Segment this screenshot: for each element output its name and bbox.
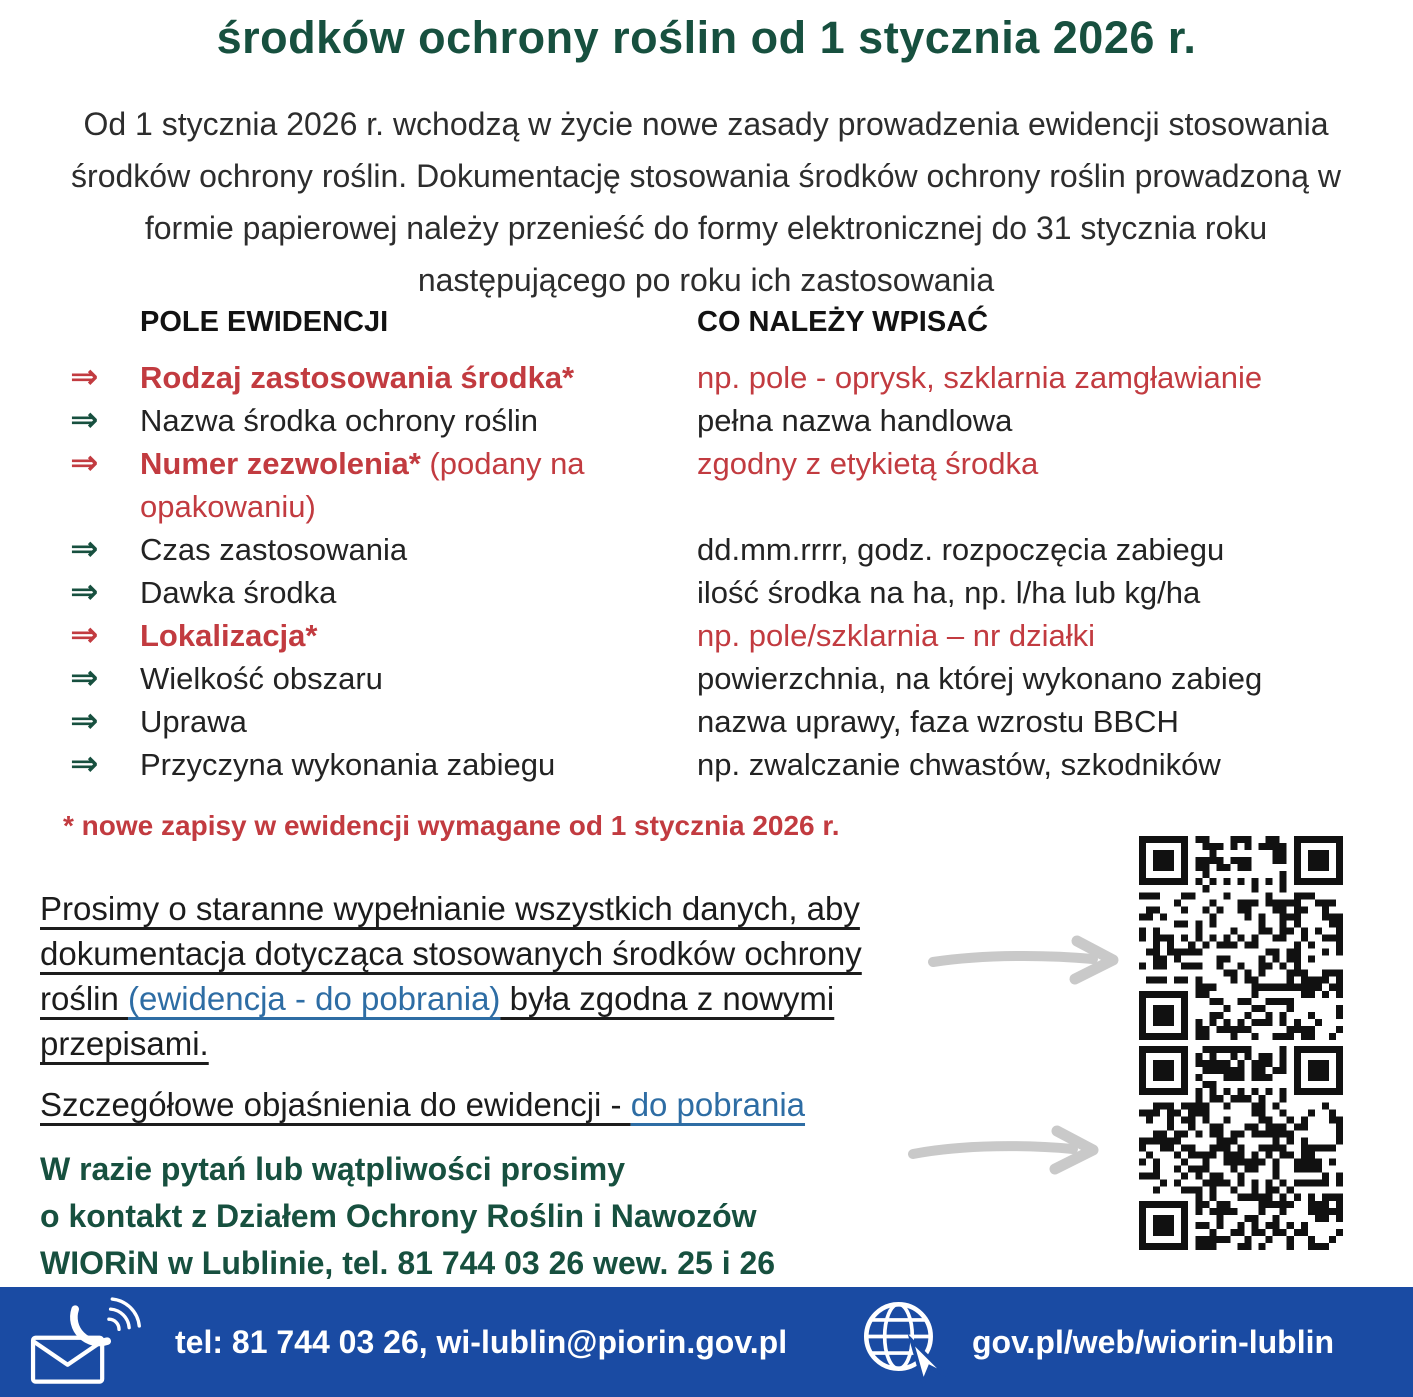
double-arrow-icon: ⇒	[70, 357, 99, 397]
pointer-arrow-icon	[925, 932, 1130, 987]
field-value: nazwa uprawy, faza wzrostu BBCH	[697, 704, 1179, 739]
field-value: np. pole/szklarnia – nr działki	[697, 618, 1096, 653]
table-row	[60, 614, 1380, 657]
field-label: Numer zezwolenia* (podany na opakowaniu)	[140, 446, 585, 524]
request-paragraph	[40, 886, 940, 1066]
details-paragraph	[40, 1082, 940, 1127]
field-label: Nazwa środka ochrony roślin	[140, 403, 539, 438]
field-label: Wielkość obszaru	[140, 661, 383, 696]
double-arrow-icon: ⇒	[70, 658, 99, 698]
intro-paragraph: Od 1 stycznia 2026 r. wchodzą w życie nowe zasady prowadzenia ewidencji stosowania środków ochrony roślin. Dokumentację stosowania środków ochrony roślin prowadzoną w formie papierowej należy przenieść do formy elektronicznej do 31 stycznia roku następującego po roku ich zastosowania	[71, 106, 1341, 298]
field-value: powierzchnia, na której wykonano zabieg	[697, 661, 1263, 696]
double-arrow-icon: ⇒	[70, 529, 99, 569]
contact-note-line: W razie pytań lub wątpliwości prosimy	[40, 1151, 625, 1187]
ewidencja-table	[60, 356, 1380, 786]
table-row	[60, 657, 1380, 700]
field-value: np. zwalczanie chwastów, szkodników	[697, 747, 1221, 782]
table-row	[60, 700, 1380, 743]
qr-code-objasnienia	[1139, 1046, 1343, 1250]
double-arrow-icon: ⇒	[70, 701, 99, 741]
contact-note	[40, 1146, 970, 1287]
table-row	[60, 442, 1380, 528]
field-value: dd.mm.rrrr, godz. rozpoczęcia zabiegu	[697, 532, 1225, 567]
column-header-pole-ewidencji: POLE EWIDENCJI	[140, 306, 389, 338]
field-label: Czas zastosowania	[140, 532, 408, 567]
field-label: Przyczyna wykonania zabiegu	[140, 747, 556, 782]
field-label: Uprawa	[140, 704, 247, 739]
double-arrow-icon: ⇒	[70, 615, 99, 655]
field-value: np. pole - oprysk, szklarnia zamgławianie	[697, 360, 1263, 395]
field-value: pełna nazwa handlowa	[697, 403, 1013, 438]
table-row	[60, 356, 1380, 399]
field-label: Lokalizacja*	[140, 618, 318, 653]
footer-bar	[0, 1287, 1413, 1397]
text-segment: Szczegółowe objaśnienia do ewidencji -	[40, 1086, 631, 1123]
table-row	[60, 399, 1380, 442]
double-arrow-icon: ⇒	[70, 744, 99, 784]
required-footnote: * nowe zapisy w ewidencji wymagane od 1 stycznia 2026 r.	[63, 810, 840, 841]
globe-cursor-icon	[858, 1296, 950, 1388]
link-ewidencja-do-pobrania[interactable]: (ewidencja - do pobrania)	[128, 980, 501, 1017]
table-row	[60, 528, 1380, 571]
column-header-co-nalezy-wpisac: CO NALEŻY WPISAĆ	[697, 306, 989, 338]
text-segment: Prosimy o staranne wypełnianie wszystkich danych, aby dokumentacja dotycząca stosowanych środków ochrony roślin	[40, 890, 862, 1017]
field-value: zgodny z etykietą środka	[697, 446, 1039, 481]
contact-note-line: WIORiN w Lublinie, tel. 81 744 03 26 wew. 25 i 26	[40, 1245, 776, 1281]
footer-phone-email: tel: 81 744 03 26, wi-lublin@piorin.gov.pl	[175, 1324, 788, 1360]
mail-phone-icon	[28, 1292, 146, 1392]
table-row	[60, 743, 1380, 786]
pointer-arrow-icon	[905, 1122, 1110, 1177]
field-label: Rodzaj zastosowania środka*	[140, 360, 575, 395]
contact-note-line: o kontakt z Działem Ochrony Roślin i Nawozów	[40, 1198, 757, 1234]
page-title: środków ochrony roślin od 1 stycznia 2026 r.	[216, 12, 1197, 63]
field-value: ilość środka na ha, np. l/ha lub kg/ha	[697, 575, 1201, 610]
link-objasnienia-do-pobrania[interactable]: do pobrania	[630, 1086, 806, 1123]
double-arrow-icon: ⇒	[70, 443, 99, 483]
double-arrow-icon: ⇒	[70, 572, 99, 612]
table-row	[60, 571, 1380, 614]
footer-website: gov.pl/web/wiorin-lublin	[972, 1324, 1335, 1360]
field-label: Dawka środka	[140, 575, 337, 610]
qr-code-ewidencja	[1139, 836, 1343, 1040]
double-arrow-icon: ⇒	[70, 400, 99, 440]
text-segment: była zgodna z nowymi przepisami.	[40, 980, 835, 1062]
